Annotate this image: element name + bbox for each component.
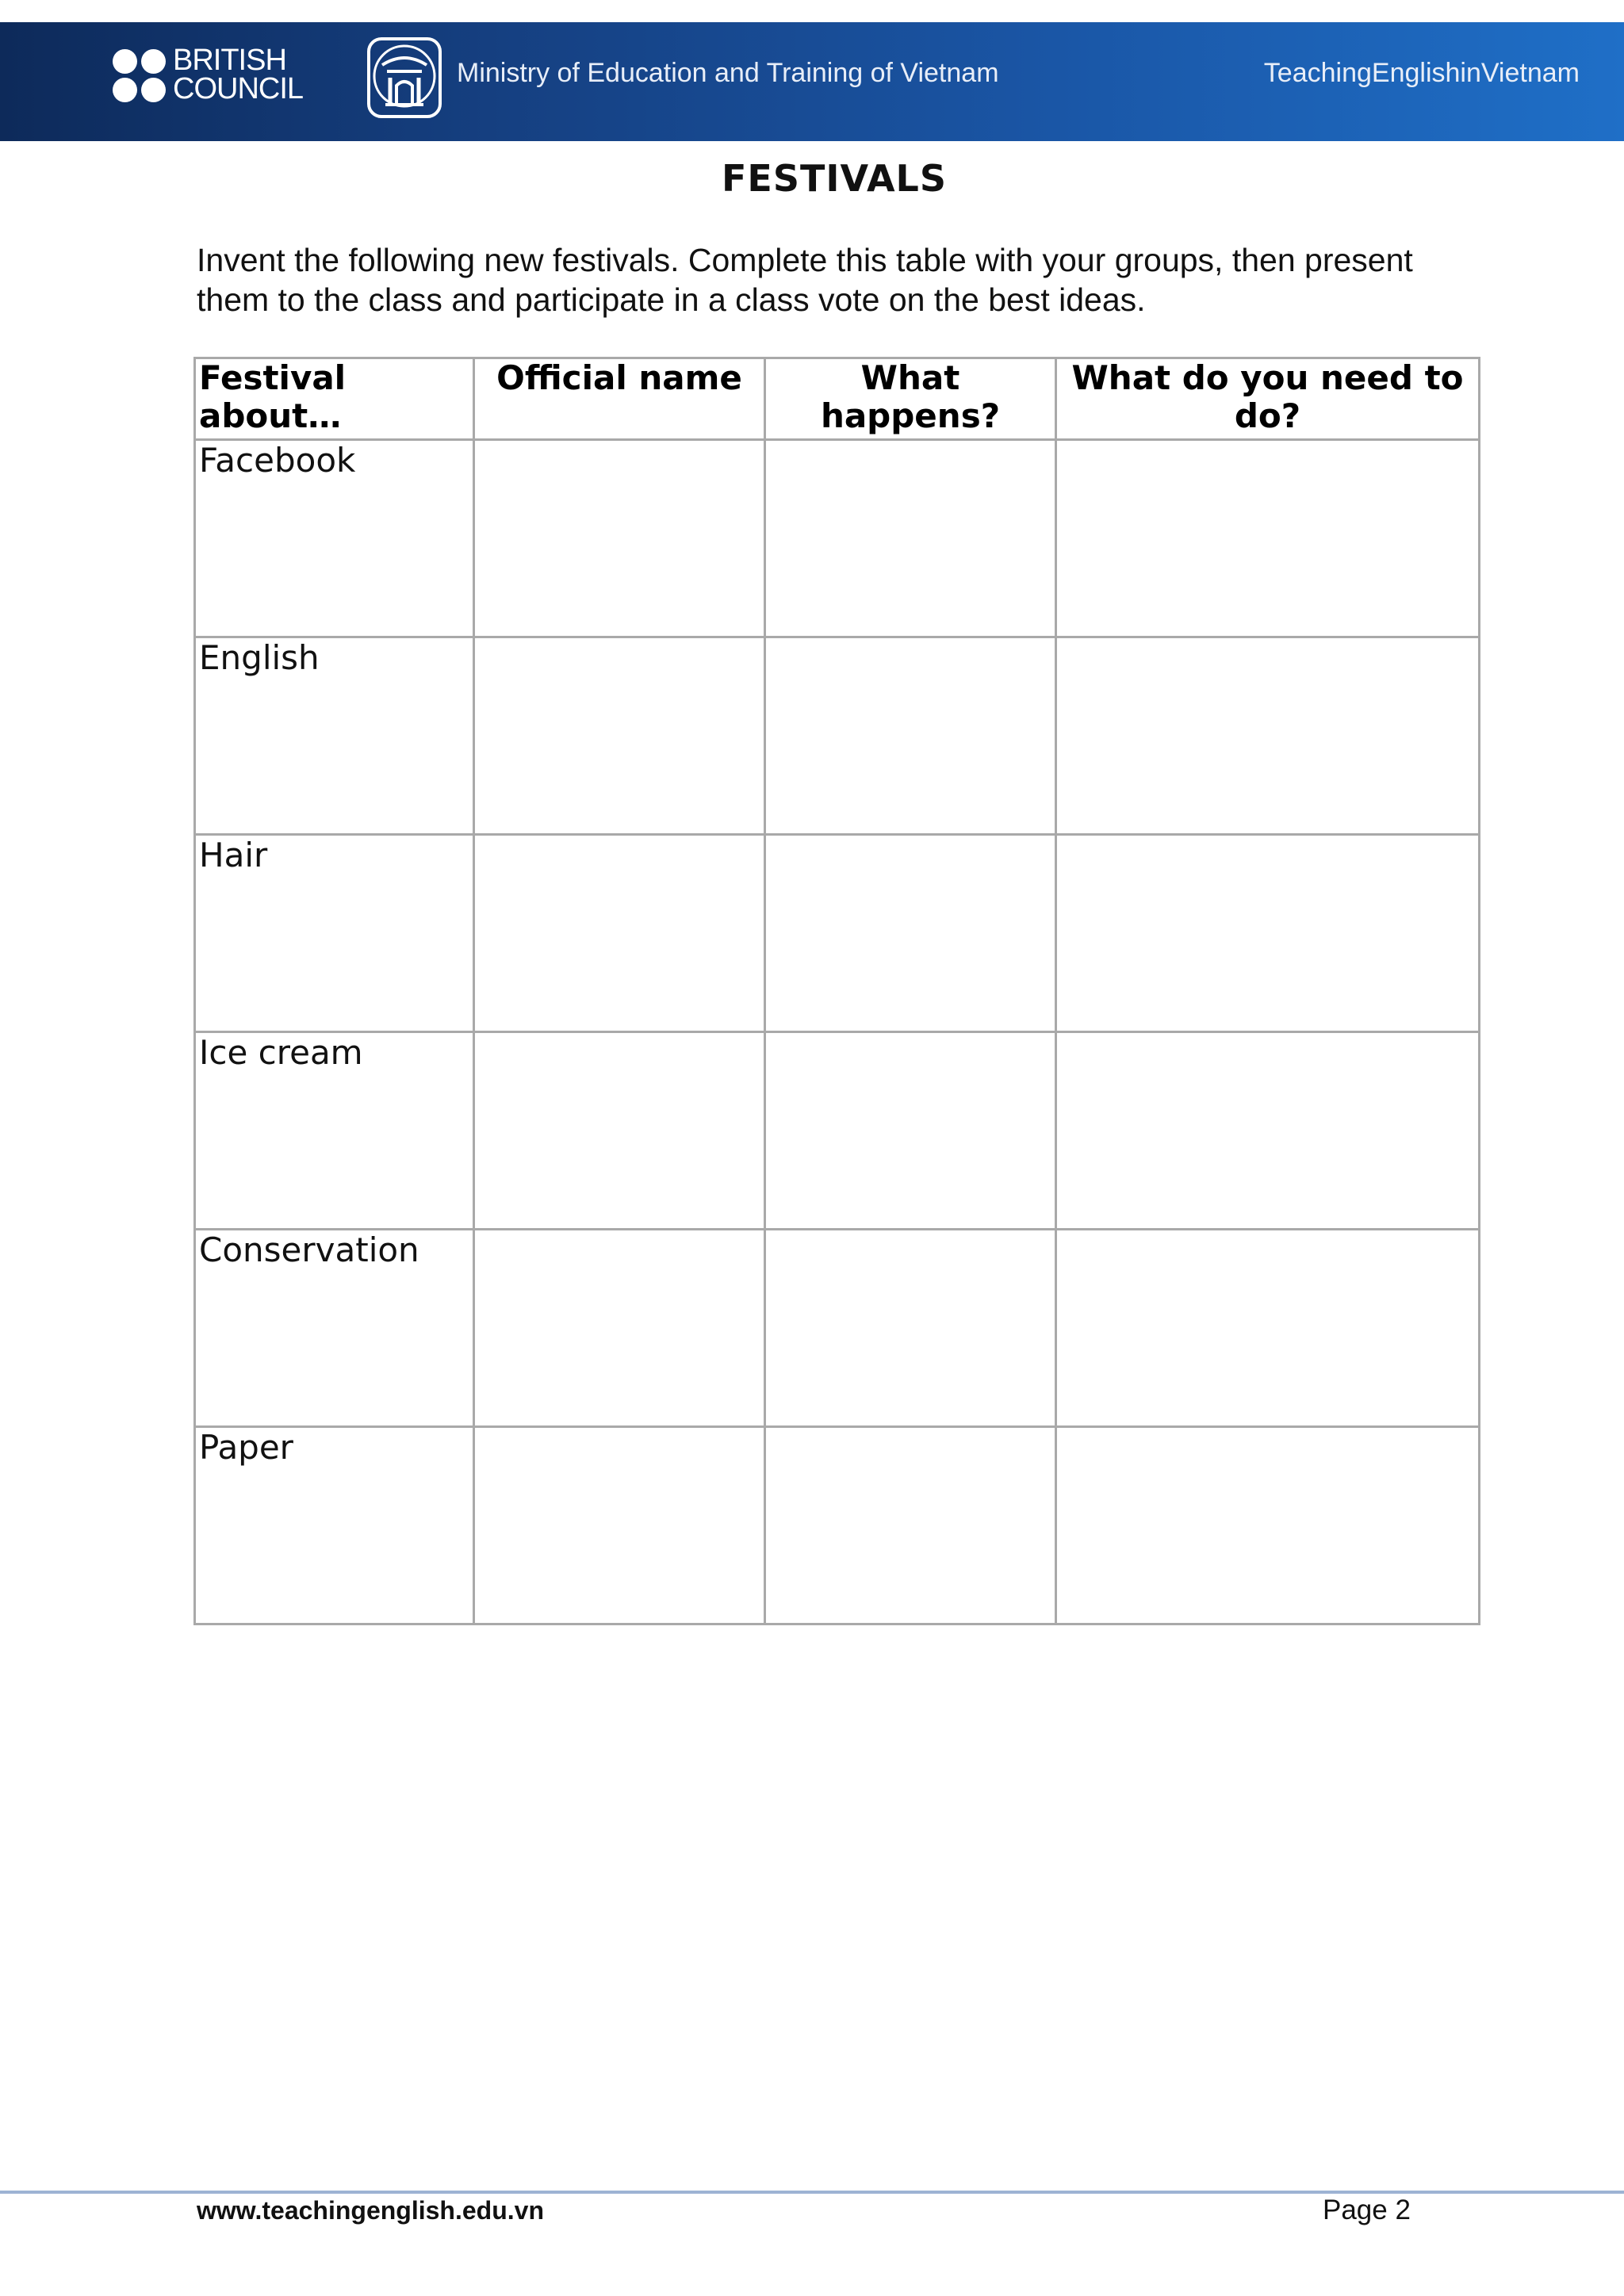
what-happens-cell[interactable] <box>765 1427 1056 1624</box>
what-to-do-cell[interactable] <box>1056 440 1480 637</box>
what-to-do-cell[interactable] <box>1056 1032 1480 1230</box>
what-to-do-cell[interactable] <box>1056 637 1480 835</box>
ministry-name: Ministry of Education and Training of Vietnam <box>457 58 999 88</box>
header-what-to-do: What do you need to do? <box>1056 358 1480 440</box>
festival-topic-cell: Facebook <box>195 440 474 637</box>
festival-topic-cell: Ice cream <box>195 1032 474 1230</box>
british-council-line2: COUNCIL <box>173 72 304 105</box>
page-title <box>0 157 1624 200</box>
table-header-row <box>195 358 1480 440</box>
ministry-emblem-icon <box>366 36 442 119</box>
what-happens-cell[interactable] <box>765 1230 1056 1427</box>
page-title-text: FESTIVALS <box>722 157 947 200</box>
official-name-cell[interactable] <box>474 1032 765 1230</box>
what-happens-cell[interactable] <box>765 835 1056 1032</box>
official-name-cell[interactable] <box>474 1427 765 1624</box>
site-name: TeachingEnglishinVietnam <box>1263 58 1580 88</box>
what-to-do-cell[interactable] <box>1056 1427 1480 1624</box>
official-name-cell[interactable] <box>474 440 765 637</box>
table-row <box>195 1032 1480 1230</box>
what-to-do-cell[interactable] <box>1056 1230 1480 1427</box>
what-happens-cell[interactable] <box>765 440 1056 637</box>
official-name-cell[interactable] <box>474 1230 765 1427</box>
festival-topic-cell: Paper <box>195 1427 474 1624</box>
festival-table <box>193 357 1480 1625</box>
page-number: Page 2 <box>1323 2195 1411 2225</box>
festival-topic-cell: English <box>195 637 474 835</box>
what-to-do-cell[interactable] <box>1056 835 1480 1032</box>
british-council-logo <box>113 44 303 116</box>
table-row <box>195 637 1480 835</box>
british-council-dots-icon <box>113 49 168 105</box>
british-council-wordmark <box>173 46 303 103</box>
table-row <box>195 440 1480 637</box>
footer-divider <box>0 2191 1624 2194</box>
instructions-text: Invent the following new festivals. Complete this table with your groups, then present them to the class and participate in a class vote on the best ideas. <box>197 242 1413 318</box>
header-banner <box>0 22 1624 141</box>
table-row <box>195 1427 1480 1624</box>
table-row <box>195 835 1480 1032</box>
header-festival-about: Festival about… <box>195 358 474 440</box>
british-council-line1: BRITISH <box>173 44 286 77</box>
footer-url: www.teachingenglish.edu.vn <box>197 2196 544 2225</box>
header-what-happens: What happens? <box>765 358 1056 440</box>
table-row <box>195 1230 1480 1427</box>
header-official-name: Official name <box>474 358 765 440</box>
official-name-cell[interactable] <box>474 835 765 1032</box>
what-happens-cell[interactable] <box>765 637 1056 835</box>
official-name-cell[interactable] <box>474 637 765 835</box>
what-happens-cell[interactable] <box>765 1032 1056 1230</box>
festival-topic-cell: Conservation <box>195 1230 474 1427</box>
festival-topic-cell: Hair <box>195 835 474 1032</box>
